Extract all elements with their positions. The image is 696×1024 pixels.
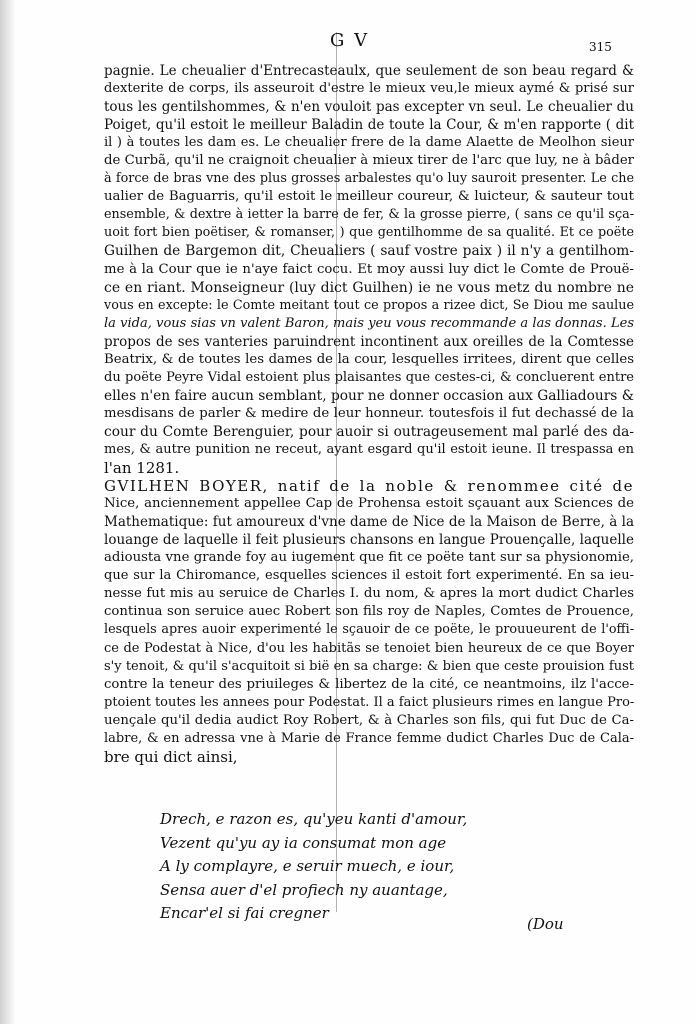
body-text [104, 62, 634, 766]
running-head: G V [330, 30, 370, 51]
body-line: ce de Podestat à Nice, d'ou les habitãs se tenoiet bien heureux de ce que Boyer [104, 640, 634, 656]
body-line: elles n'en faire aucun semblant, pour ne donner occasion aux Galliadours & [104, 387, 634, 404]
body-line: continua son seruice auec Robert son fils roy de Naples, Comtes de Prouence, [104, 604, 634, 620]
body-line: vous en excepte: le Comte meitant tout ce propos a rizee dict, Se Diou me saulue [104, 297, 634, 313]
body-line: mesdisans de parler & medire de leur honneur. toutesfois il fut dechassé de la [104, 405, 634, 421]
body-line: Guilhen de Bargemon dit, Cheualiers ( sauf vostre paix ) il n'y a gentilhom- [104, 243, 634, 260]
body-line: tous les gentilshommes, & n'en vouloit pas excepter vn seul. Le cheualier du [104, 99, 634, 116]
verse-line: Drech, e razon es, qu'yeu kanti d'amour, [160, 810, 468, 828]
body-line: ce en riant. Monseigneur (luy dict Guilhen) ie ne vous metz du nombre ne [104, 279, 634, 296]
body-line: contre la teneur des priuileges & libertez de la cité, ce neantmoins, ilz l'acce- [104, 676, 634, 692]
body-line: Poiget, qu'il estoit le meilleur Baladin de toute la Cour, & m'en rapporte ( dit [104, 117, 634, 134]
body-line: s'y tenoit, & qu'il s'acquitoit si bië en sa charge: & bien que ceste prouision fust [104, 658, 634, 674]
body-line: à force de bras vne des plus grosses arbalestes qu'o luy sauroit presenter. Le che [104, 171, 634, 187]
body-line: ensemble, & dextre à ietter la barre de fer, & la grosse pierre, ( sans ce qu'il sça- [104, 207, 634, 223]
body-line: l'an 1281. [104, 459, 180, 478]
verse-line: Encar'el si fai cregner [160, 904, 329, 922]
body-line: uoit fort bien poëtiser, & romanser, ) que gentilhomme de sa qualité. Et ce poëte [104, 225, 634, 241]
body-line: bre qui dict ainsi, [104, 747, 238, 766]
verse-block [160, 808, 467, 926]
catchword: (Dou [527, 915, 564, 933]
body-line: de Curbã, qu'il ne craignoit cheualier à mieux tirer de l'arc que luy, ne à bâder [104, 153, 634, 169]
verse-line: Vezent qu'yu ay ia consumat mon age [160, 833, 447, 852]
body-line: louange de laquelle il feit plusieurs chansons en langue Prouençalle, laquelle [104, 532, 634, 549]
body-line: il ) à toutes les dam es. Le cheualier frere de la dame Alaette de Meolhon sieur [104, 135, 634, 151]
body-line: Mathematique: fut amoureux d'vne dame de Nice de la Maison de Berre, à la [104, 514, 634, 531]
body-line: propos de ses vanteries paruindrent incontinent aux oreilles de la Comtesse [104, 333, 634, 350]
body-line: uençale qu'il dedia audict Roy Robert, & à Charles son fils, qui fut Duc de Ca- [104, 712, 634, 728]
body-line: ptoient toutes les annees pour Podestat. Il a faict plusieurs rimes en langue Pro- [104, 694, 635, 710]
body-line: cour du Comte Berenguier, pour auoir si outrageusement mal parlé des da- [104, 423, 634, 440]
body-line: du poëte Peyre Vidal estoient plus plaisantes que cestes-ci, & concluerent entre [104, 369, 634, 385]
entry-heading-line: GVILHEN BOYER, natif de la noble & renommee cité de [104, 477, 634, 496]
verse-line: A ly complayre, e seruir muech, e iour, [160, 857, 455, 875]
body-line: que sur la Chiromance, esquelles sciences il estoit fort experimenté. En sa ieu- [104, 568, 634, 584]
body-line: pagnie. Le cheualier d'Entrecasteaulx, que seulement de son beau regard & [104, 63, 634, 79]
body-line: me à la Cour que ie n'aye faict cocu. Et moy aussi luy dict le Comte de Prouë- [104, 261, 634, 277]
body-line: ualier de Baguarris, qu'il estoit le meilleur coureur, & luicteur, & sauteur tout [104, 189, 634, 205]
body-line: labre, & en adressa vne à Marie de France femme dudict Charles Duc de Cala- [104, 730, 634, 746]
gutter-shadow [0, 0, 16, 1024]
body-line: nesse fut mis au seruice de Charles I. du nom, & apres la mort dudict Charles [104, 586, 634, 602]
verse-line: Sensa auer d'el profiech ny auantage, [160, 880, 448, 899]
body-line: lesquels apres auoir experimenté le sçauoir de ce poëte, le prouueurent de l'offi- [104, 622, 634, 638]
body-line: dexterite de corps, ils asseuroit d'estre le mieux veu,le mieux aymé & prisé sur [104, 81, 634, 97]
body-line: Nice, anciennement appellee Cap de Prohensa estoit sçauant aux Sciences de [104, 496, 634, 512]
body-line: Beatrix, & de toutes les dames de la cour, lesquelles irritees, dirent que celles [104, 351, 634, 367]
body-line: mes, & autre punition ne receut, ayant esgard qu'il estoit ieune. Il trespassa en [104, 441, 634, 457]
page-number: 315 [589, 40, 612, 54]
body-line: adiousta vne grande foy au iugement que fit ce poëte tant sur sa physionomie, [104, 550, 634, 566]
body-line: la vida, vous sias vn valent Baron, mais yeu vous recommande a las donnas. Les [104, 315, 634, 331]
